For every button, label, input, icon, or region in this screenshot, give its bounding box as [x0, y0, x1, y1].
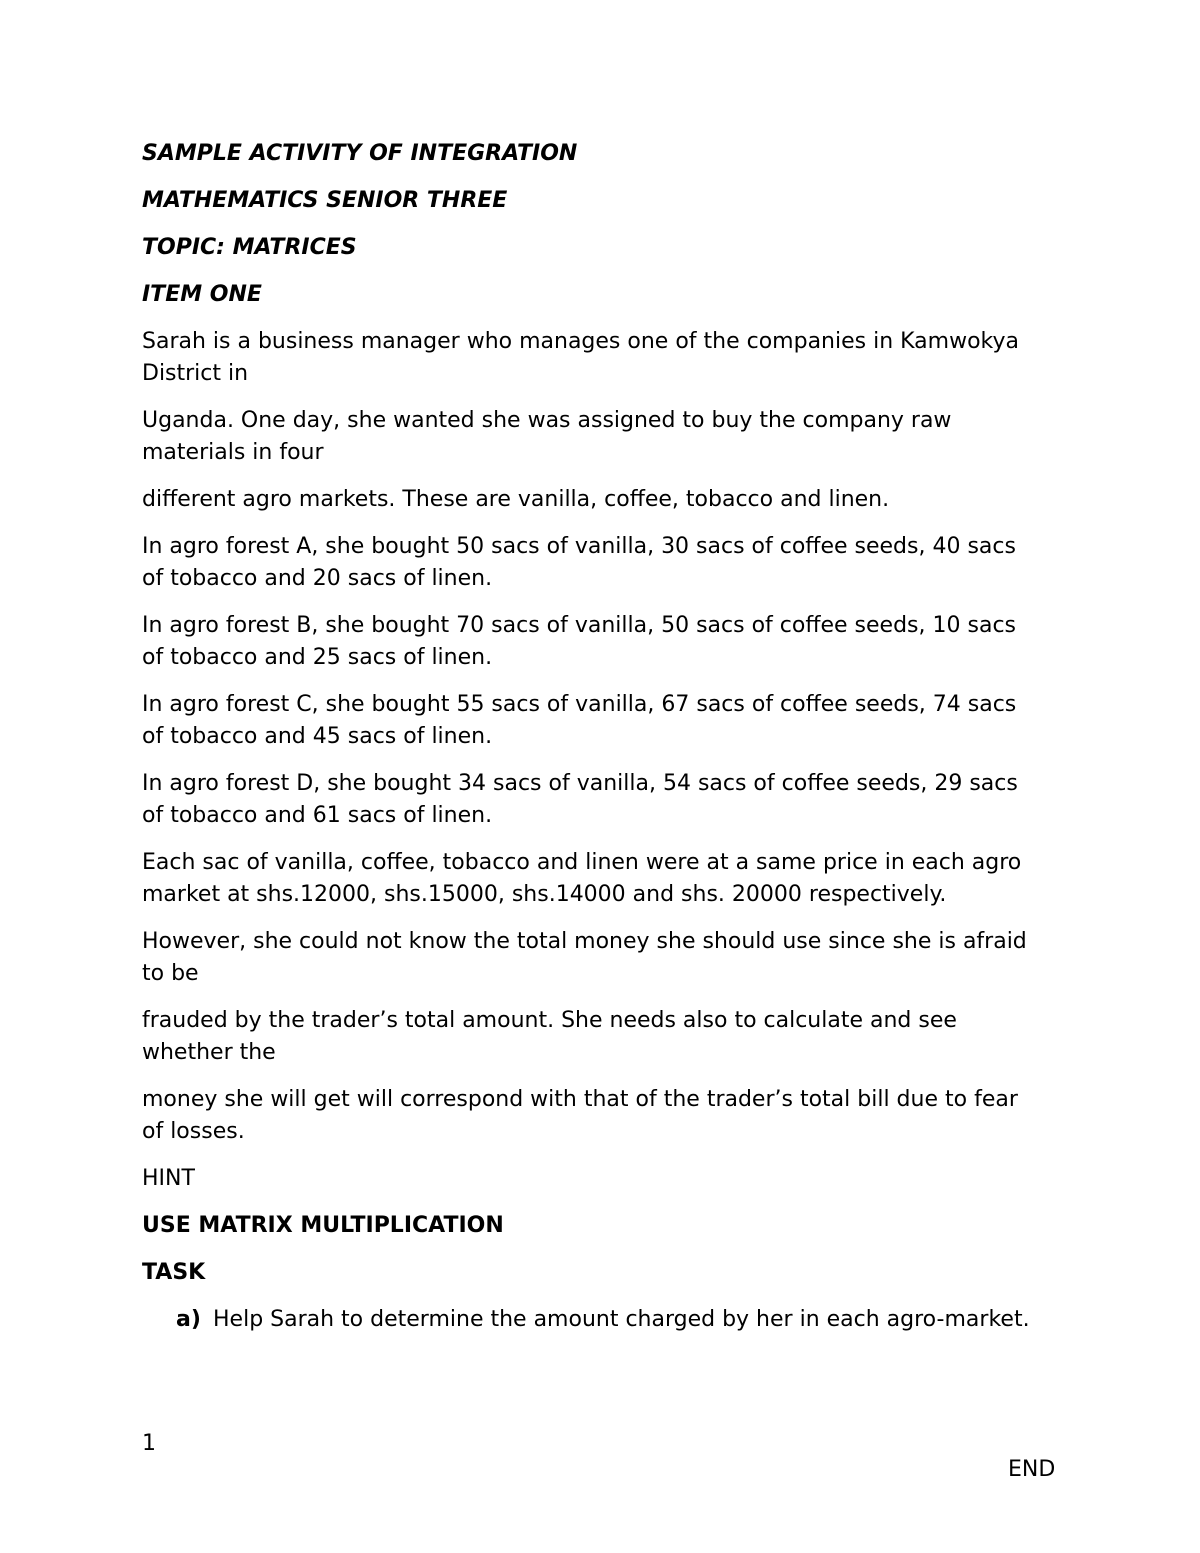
end-label: END — [1008, 1457, 1056, 1482]
paragraph: However, she could not know the total money she should use since she is afraid to be — [142, 929, 1027, 986]
task-marker: a) — [176, 1307, 201, 1332]
paragraph: Sarah is a business manager who manages one of the companies in Kamwokya District in — [142, 329, 1020, 386]
paragraph: In agro forest B, she bought 70 sacs of vanilla, 50 sacs of coffee seeds, 10 sacs of tobacco and 25 sacs of linen. — [142, 613, 1016, 670]
document-title: SAMPLE ACTIVITY OF INTEGRATION — [142, 141, 578, 166]
hint-label: HINT — [142, 1166, 195, 1191]
paragraph: Uganda. One day, she wanted she was assigned to buy the company raw materials in four — [142, 408, 952, 465]
task-list — [142, 1304, 1042, 1336]
task-heading: TASK — [142, 1260, 206, 1285]
page-number: 1 — [142, 1431, 156, 1456]
paragraph: In agro forest D, she bought 34 sacs of vanilla, 54 sacs of coffee seeds, 29 sacs of tobacco and 61 sacs of linen. — [142, 771, 1018, 828]
subject-heading: MATHEMATICS SENIOR THREE — [142, 188, 508, 213]
task-text: Help Sarah to determine the amount charged by her in each agro-market. — [213, 1307, 1030, 1332]
paragraph: money she will get will correspond with that of the trader’s total bill due to fear of losses. — [142, 1087, 1018, 1144]
paragraph: In agro forest C, she bought 55 sacs of vanilla, 67 sacs of coffee seeds, 74 sacs of tobacco and 45 sacs of linen. — [142, 692, 1017, 749]
paragraph: frauded by the trader’s total amount. She needs also to calculate and see whether the — [142, 1008, 957, 1065]
paragraph: different agro markets. These are vanilla, coffee, tobacco and linen. — [142, 487, 890, 512]
task-item — [142, 1304, 1042, 1336]
paragraph: Each sac of vanilla, coffee, tobacco and linen were at a same price in each agro market at shs.12000, shs.15000, shs.14000 and shs. 20000 respectively. — [142, 850, 1022, 907]
item-heading: ITEM ONE — [142, 282, 262, 307]
document-body — [142, 138, 1042, 1336]
topic-heading: TOPIC: MATRICES — [142, 235, 357, 260]
hint-text: USE MATRIX MULTIPLICATION — [142, 1213, 504, 1238]
paragraph: In agro forest A, she bought 50 sacs of vanilla, 30 sacs of coffee seeds, 40 sacs of tobacco and 20 sacs of linen. — [142, 534, 1016, 591]
